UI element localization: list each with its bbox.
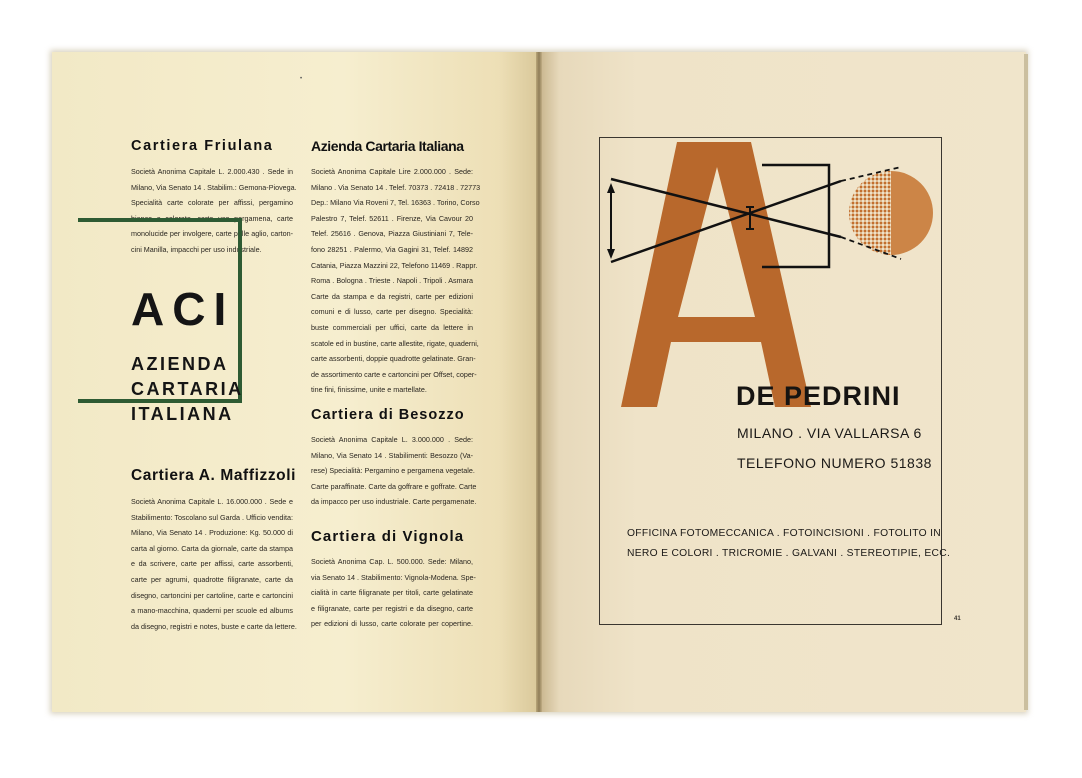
azienda-title: Azienda Cartaria Italiana — [311, 138, 464, 154]
page-edge — [1024, 54, 1028, 710]
aci-logo-big: ACI — [131, 283, 235, 335]
vignola-text: Società Anonima Cap. L. 500.000. Sede: Milano, via Senato 14 . Stabilimento: Vignola-Modena. Spe- cialità in carte filigranate per titoli, carte gelatinate e filigranate, carte per registri e da disegno, carte per edizioni di lusso, carte colorate per copertine. — [311, 557, 476, 629]
besozzo-text: Società Anonima Capitale L. 3.000.000 . Sede: Milano, Via Senato 14 . Stabilimenti: Besozzo (Va- rese) Specialità: Pergamino e pergamena vegetale. Carte paraffinate. Carte da goffrare e goffrate. Carte da impacco per uso industriale. Carte pergamenate. — [311, 435, 477, 507]
book-gutter — [536, 52, 542, 712]
azienda-text: Società Anonima Capitale Lire 2.000.000 . Sede: Milano . Via Senato 14 . Telef. 70373 . 72418 . 72773 Dep.: Milano Via Roveni 7, Tel. 16363 . Torino, Corso Palestro 7, Telef. 52611 . Firenze, Via Cavour 20 Telef. 25616 . Genova, Piazza Giustiniani 7, Tele- fono 28251 . Palermo, Via Gagini 31, Telef. 14892 Catania, Piazza Mazzini 22, Telefono 11469 . Rappr. Roma . Bologna . Trieste . Napoli . Tripoli . Asmara Carte da stampa e da registri, carte per edizioni comuni e di lusso, carte per disegno. Specialità: buste commerciali per uffici, carte da lettere in scatole ed in bustine, carte allestite, rigate, quaderni, carte assorbenti, doppie quadrotte gelatinate. Gran- de assortimento carte e cartoncini per Offset, coper- tine fini, finissime, unite e martellate. — [311, 167, 481, 395]
ad-address: MILANO . VIA VALLARSA 6 — [737, 425, 922, 441]
maffizzoli-text: Società Anonima Capitale L. 16.000.000 . Sede e Stabilimento: Toscolano sul Garda . Ufficio vendita: Milano, Via Senato 14 . Produzione: Kg. 50.000 di carta al giorno. Carta da giornale, carte da stampa e da scrivere, carte per affissi, carte assorbenti, carte per agrumi, quadrotte filigranate, carte da disegno, cartoncini per cartoline, carte e cartoncini a mano-macchina, quaderni per scuole ed albums da disegno, registri e notes, buste e carte da lettere. — [131, 497, 297, 631]
ad-brand: DE PEDRINI — [736, 381, 901, 411]
halftone-circle — [849, 171, 933, 255]
aci-logo-line1: AZIENDA — [131, 354, 229, 374]
ad-services-line2: NERO E COLORI . TRICROMIE . GALVANI . STEREOTIPIE, ECC. — [627, 548, 951, 559]
page-number: 41 — [954, 616, 961, 622]
maffizzoli-title: Cartiera A. Maffizzoli — [131, 467, 297, 484]
besozzo-title: Cartiera di Besozzo — [311, 407, 465, 423]
vignola-title: Cartiera di Vignola — [311, 528, 465, 545]
ad-services-line1: OFFICINA FOTOMECCANICA . FOTOINCISIONI . FOTOLITO IN — [627, 528, 942, 539]
ad-phone: TELEFONO NUMERO 51838 — [737, 455, 932, 471]
friulana-title: Cartiera Friulana — [131, 138, 274, 154]
aci-logo-line2: CARTARIA — [131, 379, 244, 399]
page-mark: • — [300, 76, 303, 82]
friulana-text: Società Anonima Capitale L. 2.000.430 . Sede in Milano, Via Senato 14 . Stabilim.: Gemona-Piovega. Specialità carte colorate per affissi, pergamino bianco e colorato, carte uso pergamena, carte monolucide per involgere, carte pelle aglio, carton- cini Manilla, impacchi per uso industriale. — [131, 167, 297, 254]
aci-logo-line3: ITALIANA — [131, 404, 234, 424]
big-letter-a — [621, 142, 811, 407]
